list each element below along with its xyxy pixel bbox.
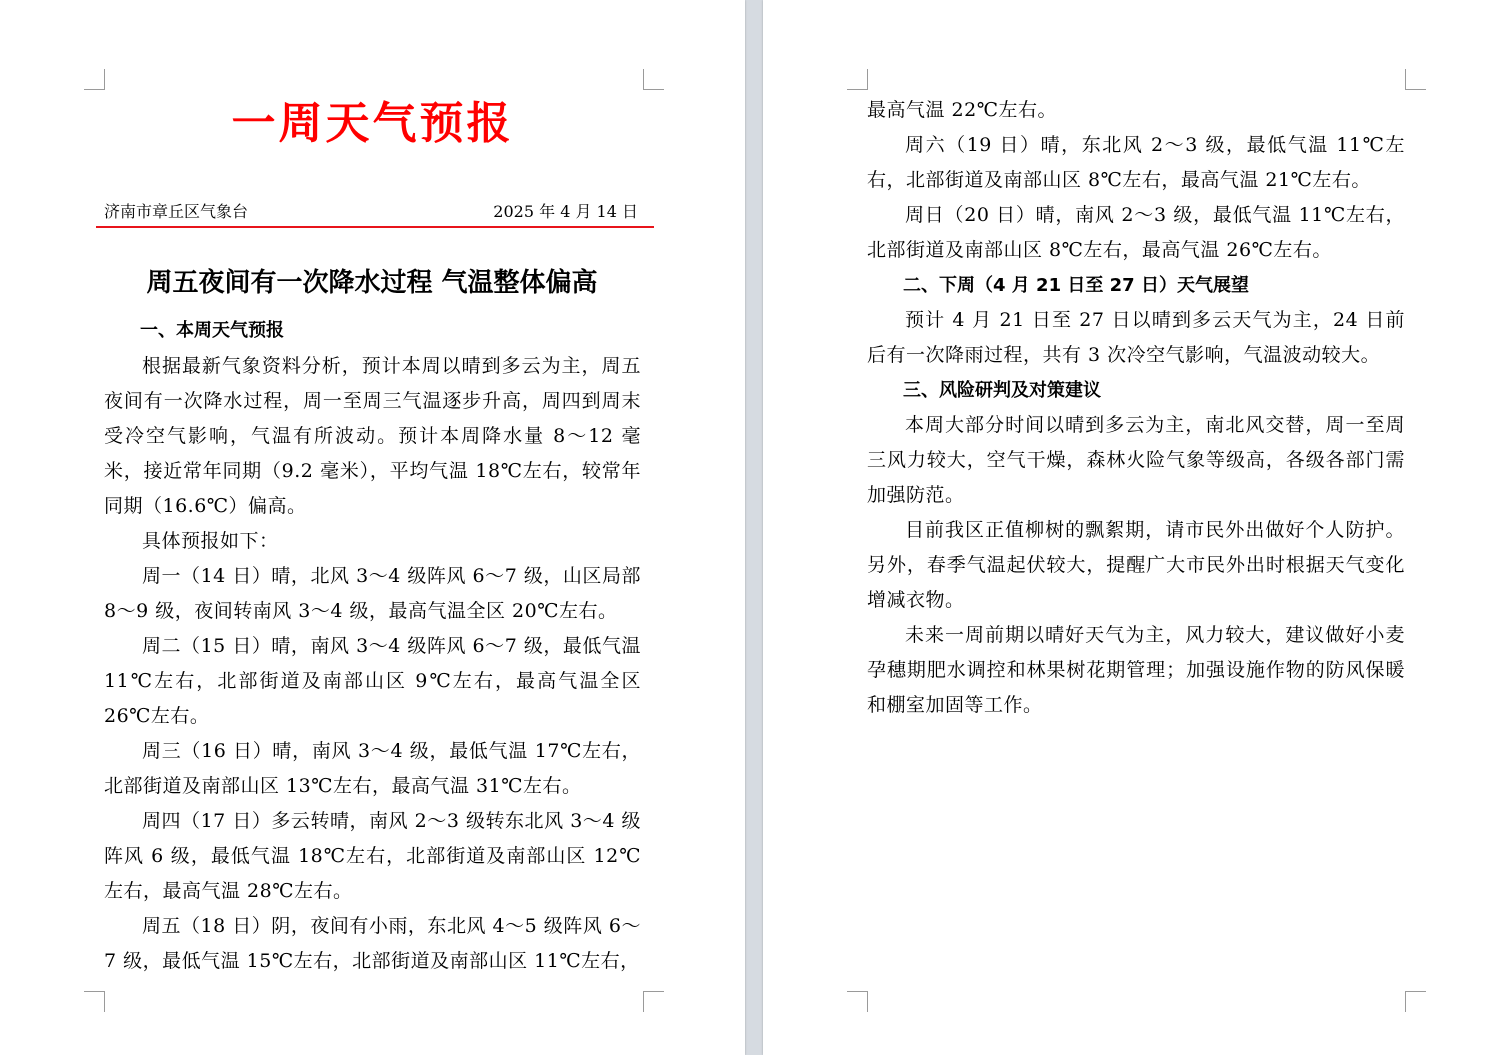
margin-corner-mark: [643, 69, 664, 90]
forecast-friday: 周五（18 日）阴，夜间有小雨，东北风 4～5 级阵风 6～7 级，最低气温 15℃左右，北部街道及南部山区 11℃左右，: [104, 915, 641, 972]
advice-paragraph-2: 目前我区正值柳树的飘絮期，请市民外出做好个人防护。另外，春季气温起伏较大，提醒广大市民外出时根据天气变化增减衣物。: [867, 519, 1405, 611]
section-heading-next-week: 二、下周（4 月 21 日至 27 日）天气展望: [903, 275, 1249, 296]
forecast-wednesday: 周三（16 日）晴，南风 3～4 级，最低气温 17℃左右，北部街道及南部山区 13℃左右，最高气温 31℃左右。: [104, 740, 641, 797]
detail-intro: 具体预报如下：: [142, 530, 279, 552]
forecast-saturday: 周六（19 日）晴，东北风 2～3 级，最低气温 11℃左右，北部街道及南部山区 8℃左右，最高气温 21℃左右。: [867, 134, 1405, 191]
margin-corner-mark: [847, 69, 868, 90]
issuer-name: 济南市章丘区气象台: [104, 202, 249, 221]
margin-corner-mark: [84, 69, 105, 90]
forecast-sunday: 周日（20 日）晴，南风 2～3 级，最低气温 11℃左右，北部街道及南部山区 8℃左右，最高气温 26℃左右。: [867, 204, 1405, 261]
forecast-tuesday: 周二（15 日）晴，南风 3～4 级阵风 6～7 级，最低气温 11℃左右，北部街道及南部山区 9℃左右，最高气温全区 26℃左右。: [104, 635, 641, 727]
document-page-1: [0, 0, 745, 1055]
section-heading-risk-advice: 三、风险研判及对策建议: [903, 380, 1101, 401]
document-page-2: [763, 0, 1505, 1055]
page-2-body: [867, 93, 1405, 723]
margin-corner-mark: [847, 991, 868, 1012]
forecast-thursday: 周四（17 日）多云转晴，南风 2～3 级转东北风 3～4 级阵风 6 级，最低气温 18℃左右，北部街道及南部山区 12℃左右，最高气温 28℃左右。: [104, 810, 641, 902]
forecast-friday-continued: 最高气温 22℃左右。: [867, 99, 1057, 121]
document-title: 一周天气预报: [231, 98, 514, 149]
forecast-monday: 周一（14 日）晴，北风 3～4 级阵风 6～7 级，山区局部 8～9 级，夜间转南风 3～4 级，最高气温全区 20℃左右。: [104, 565, 641, 622]
margin-corner-mark: [1405, 69, 1426, 90]
red-divider-line: [96, 226, 654, 228]
advice-paragraph-1: 本周大部分时间以晴到多云为主，南北风交替，周一至周三风力较大，空气干燥，森林火险气象等级高，各级各部门需加强防范。: [867, 414, 1405, 506]
summary-paragraph: 根据最新气象资料分析，预计本周以晴到多云为主，周五夜间有一次降水过程，周一至周三气温逐步升高，周四到周末受冷空气影响，气温有所波动。预计本周降水量 8～12 毫米，接近常年同期（9.2 毫米），平均气温 18℃左右，较常年同期（16.6℃）偏高。: [104, 355, 641, 517]
margin-corner-mark: [1405, 991, 1426, 1012]
page-1-body: [104, 313, 641, 979]
margin-corner-mark: [84, 991, 105, 1012]
section-heading-this-week: 一、本周天气预报: [140, 320, 284, 341]
advice-paragraph-3: 未来一周前期以晴好天气为主，风力较大，建议做好小麦孕穗期肥水调控和林果树花期管理；加强设施作物的防风保暖和棚室加固等工作。: [867, 624, 1405, 716]
issue-date: 2025 年 4 月 14 日: [493, 202, 638, 221]
margin-corner-mark: [643, 991, 664, 1012]
outlook-paragraph: 预计 4 月 21 日至 27 日以晴到多云天气为主，24 日前后有一次降雨过程，共有 3 次冷空气影响，气温波动较大。: [867, 309, 1405, 366]
headline: 周五夜间有一次降水过程 气温整体偏高: [146, 268, 598, 298]
